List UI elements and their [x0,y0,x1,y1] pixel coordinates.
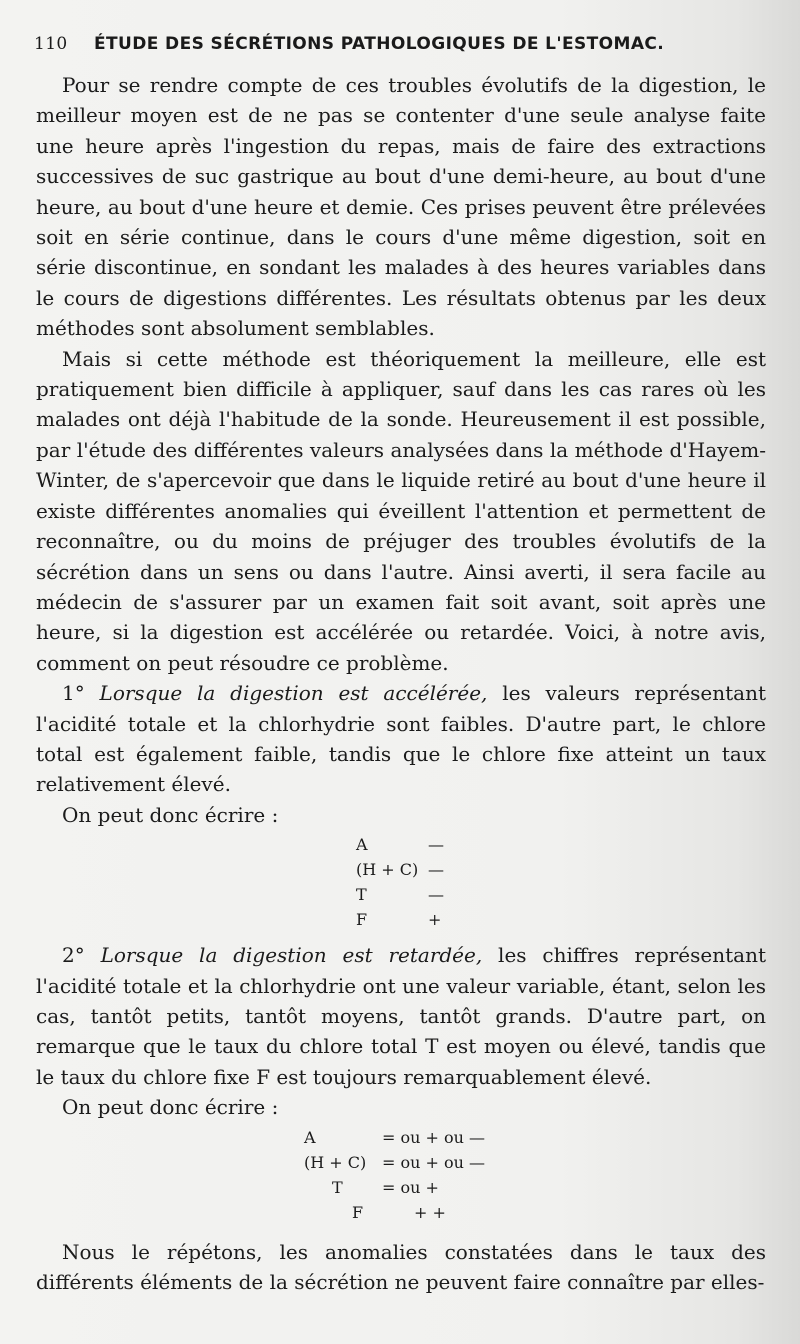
section-heading-accelerated: Lorsque la digestion est accélérée, [99,681,488,706]
paragraph-5-text: les chiffres représentant l'acidité totale et la chlorhydrie ont une valeur variable, étant, selon les cas, tantôt petits, tantôt moyens, tantôt grands. D'autre part, on remarque que le taux du chlore total T est moyen ou élevé, tandis que le taux du chlore fixe F est toujours remarquablement élevé. [36,943,767,1089]
formula-symbol: T [356,885,367,905]
formula-symbol: F [356,910,368,930]
formula-delayed [36,1125,766,1237]
formula-value: + + [414,1202,446,1222]
paragraph-4: On peut donc écrire : [62,802,279,827]
page-body [36,70,766,1297]
paragraph-6: On peut donc écrire : [62,1095,279,1120]
formula-accelerated [36,832,766,940]
section-number-1: 1° [62,681,100,706]
formula-value: = ou + ou — [382,1127,486,1147]
formula-value: = ou + ou — [382,1152,486,1172]
formula-symbol: A [304,1127,316,1147]
formula-symbol: (H + C) [356,860,419,880]
paragraph-3 [36,678,766,800]
formula-value: = ou + [382,1177,439,1197]
formula-symbol: F [352,1202,364,1222]
formula-value: — [428,835,444,855]
formula-symbol: T [332,1177,343,1197]
running-header [34,34,774,58]
formula-symbol: A [356,835,368,855]
paragraph-2: Mais si cette méthode est théoriquement la meilleure, elle est pratiquement bien difficile à appliquer, sauf dans les cas rares où les malades ont déjà l'habitude de la sonde. Heureusement il est possible, par l'étude des différentes valeurs analysées dans la méthode d'Hayem-Winter, de s'apercevoir que dans le liquide retiré au bout d'une heure il existe différentes anomalies qui éveillent l'attention et permettent de reconnaître, ou du moins de préjuger des troubles évolutifs de la sécrétion dans un sens ou dans l'autre. Ainsi averti, il sera facile au médecin de s'assurer par un examen fait soit avant, soit après une heure, si la digestion est accélérée ou retardée. Voici, à notre avis, comment on peut résoudre ce problème. [36,346,766,675]
paragraph-5 [36,940,766,1092]
paragraph-3-text: les valeurs représentant l'acidité totale et la chlorhydrie sont faibles. D'autre part, le chlore total est également faible, tandis que le chlore fixe atteint un taux relativement élevé. [36,681,766,797]
formula-value: — [428,860,444,880]
running-title: ÉTUDE DES SÉCRÉTIONS PATHOLOGIQUES DE L'ESTOMAC. [94,34,665,54]
formula-value: + [428,910,442,930]
formula-value: — [428,885,444,905]
section-heading-delayed: Lorsque la digestion est retardée, [100,943,483,968]
page-number: 110 [34,34,68,54]
paragraph-1: Pour se rendre compte de ces troubles évolutifs de la digestion, le meilleur moyen est de ne pas se contenter d'une seule analyse faite une heure après l'ingestion du repas, mais de faire des extractions successives de suc gastrique au bout d'une demi-heure, au bout d'une heure, au bout d'une heure et demie. Ces prises peuvent être prélevées soit en série continue, dans le cours d'une même digestion, soit en série discontinue, en sondant les malades à des heures variables dans le cours de digestions différentes. Les résultats obtenus par les deux méthodes sont absolument semblables. [36,73,766,341]
section-number-2: 2° [62,943,101,968]
formula-symbol: (H + C) [304,1152,367,1172]
paragraph-7: Nous le répétons, les anomalies constatées dans le taux des différents éléments de la sécrétion ne peuvent faire connaître par elles- [36,1239,766,1294]
